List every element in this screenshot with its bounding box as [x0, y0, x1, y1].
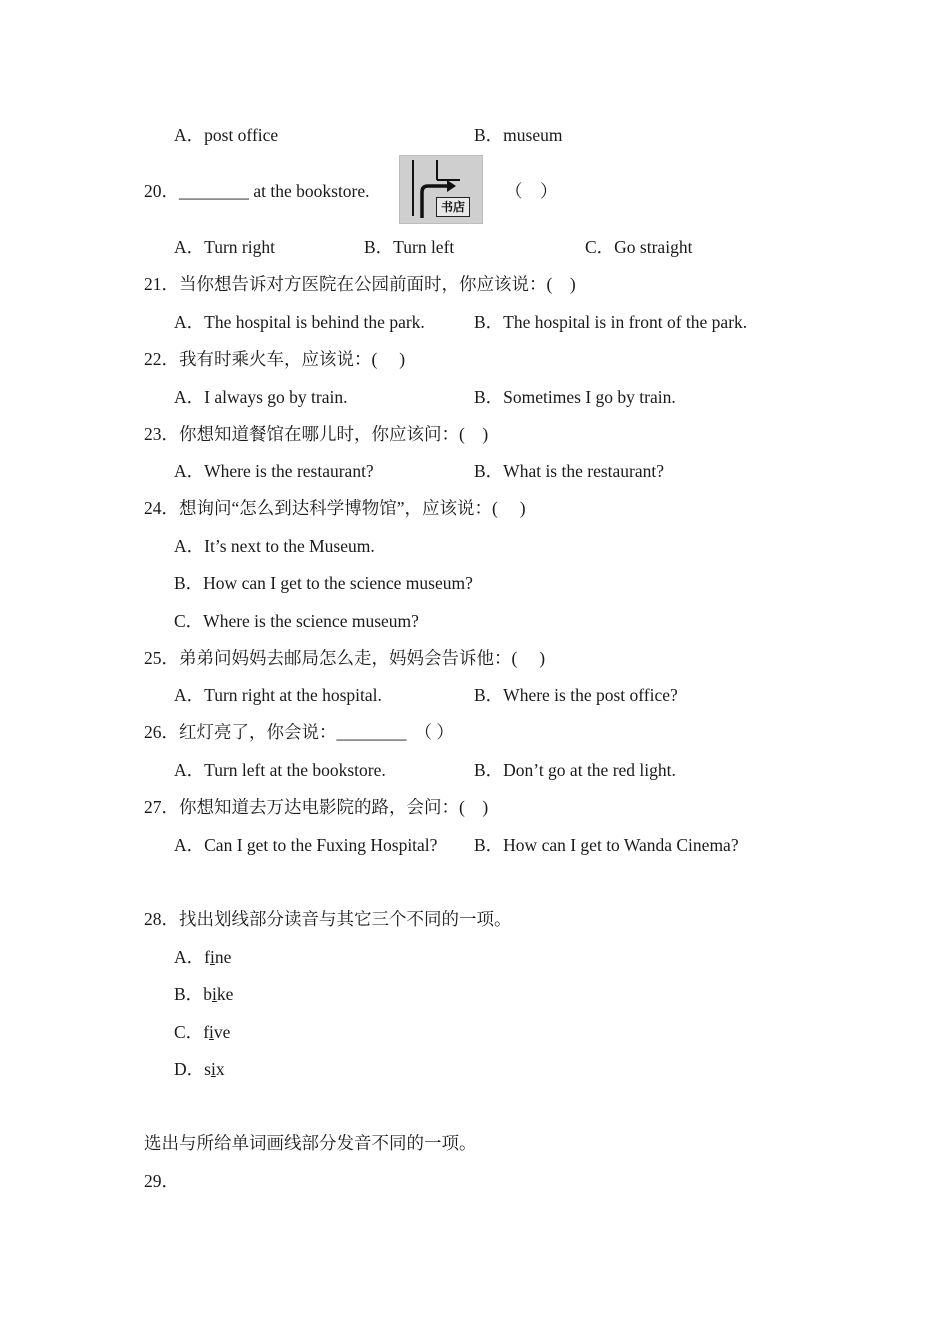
q24-option-a[interactable]: A．It’s next to the Museum.	[174, 536, 375, 556]
q26-option-a[interactable]: A．Turn left at the bookstore.	[174, 760, 386, 780]
q20-option-b[interactable]: B．Turn left	[364, 237, 455, 257]
question-25-stem: 25．弟弟问妈妈去邮局怎么走，妈妈会告诉他：( )	[144, 648, 546, 668]
underlined-letter: i	[209, 947, 215, 967]
underlined-letter: i	[211, 984, 217, 1004]
answer-blank: ________	[179, 181, 249, 201]
q21-option-b[interactable]: B．The hospital is in front of the park.	[474, 312, 748, 332]
question-26-stem	[144, 721, 454, 743]
q28-option-a[interactable]	[174, 946, 231, 968]
q24-option-b[interactable]: B．How can I get to the science museum?	[174, 573, 473, 593]
q20-option-c[interactable]: C．Go straight	[585, 237, 693, 257]
answer-blank: ________	[336, 722, 407, 742]
option-letter: D．	[174, 1059, 205, 1079]
question-22-stem: 22．我有时乘火车，应该说：( )	[144, 349, 406, 369]
q22-option-a[interactable]: A．I always go by train.	[174, 387, 348, 407]
answer-parentheses: （ ）	[414, 722, 454, 742]
q23-option-b[interactable]: B．What is the restaurant?	[474, 461, 665, 481]
q25-option-a[interactable]: A．Turn right at the hospital.	[174, 685, 382, 705]
question-text: 26．红灯亮了，你会说：	[144, 722, 337, 742]
word-part: ne	[214, 947, 232, 967]
question-29-number: 29．	[144, 1171, 179, 1191]
q19-option-a[interactable]: A．post office	[174, 125, 279, 145]
word-part: ke	[216, 984, 234, 1004]
option-letter: B．	[174, 984, 204, 1004]
option-letter: A．	[174, 947, 205, 967]
bookstore-label: 书店	[436, 197, 470, 217]
question-20-stem	[144, 180, 370, 202]
q28-option-d[interactable]	[174, 1058, 225, 1080]
q21-option-a[interactable]: A．The hospital is behind the park.	[174, 312, 425, 332]
question-27-stem: 27．你想知道去万达电影院的路，会问：( )	[144, 797, 489, 817]
word-part: f	[203, 1022, 210, 1042]
q27-option-a[interactable]: A．Can I get to the Fuxing Hospital?	[174, 835, 438, 855]
bookstore-turn-right-sign	[399, 155, 483, 224]
q28-option-c[interactable]	[174, 1021, 230, 1043]
q27-option-b[interactable]: B．How can I get to Wanda Cinema?	[474, 835, 739, 855]
option-letter: C．	[174, 1022, 204, 1042]
question-28-stem: 28．找出划线部分读音与其它三个不同的一项。	[144, 909, 512, 929]
word-part: ve	[213, 1022, 231, 1042]
answer-parentheses: （ ）	[505, 181, 558, 201]
q19-option-b[interactable]: B．museum	[474, 125, 563, 145]
q25-option-b[interactable]: B．Where is the post office?	[474, 685, 678, 705]
q24-option-c[interactable]: C．Where is the science museum?	[174, 611, 419, 631]
underlined-letter: i	[210, 1059, 216, 1079]
word-part: x	[215, 1059, 225, 1079]
q28-option-b[interactable]	[174, 983, 233, 1005]
question-text: at the bookstore.	[249, 181, 370, 201]
q20-option-a[interactable]: A．Turn right	[174, 237, 275, 257]
question-23-stem: 23．你想知道餐馆在哪儿时，你应该问：( )	[144, 424, 489, 444]
section-instruction: 选出与所给单词画线部分发音不同的一项。	[144, 1133, 477, 1153]
q26-option-b[interactable]: B．Don’t go at the red light.	[474, 760, 676, 780]
word-part: f	[204, 947, 210, 967]
question-24-stem: 24．想询问“怎么到达科学博物馆”，应该说：( )	[144, 498, 526, 518]
question-21-stem: 21．当你想告诉对方医院在公园前面时，你应该说：( )	[144, 274, 576, 294]
word-part: b	[203, 984, 212, 1004]
word-part: s	[204, 1059, 211, 1079]
underlined-letter: i	[209, 1022, 214, 1042]
q23-option-a[interactable]: A．Where is the restaurant?	[174, 461, 374, 481]
question-number: 20．	[144, 181, 179, 201]
q22-option-b[interactable]: B．Sometimes I go by train.	[474, 387, 676, 407]
